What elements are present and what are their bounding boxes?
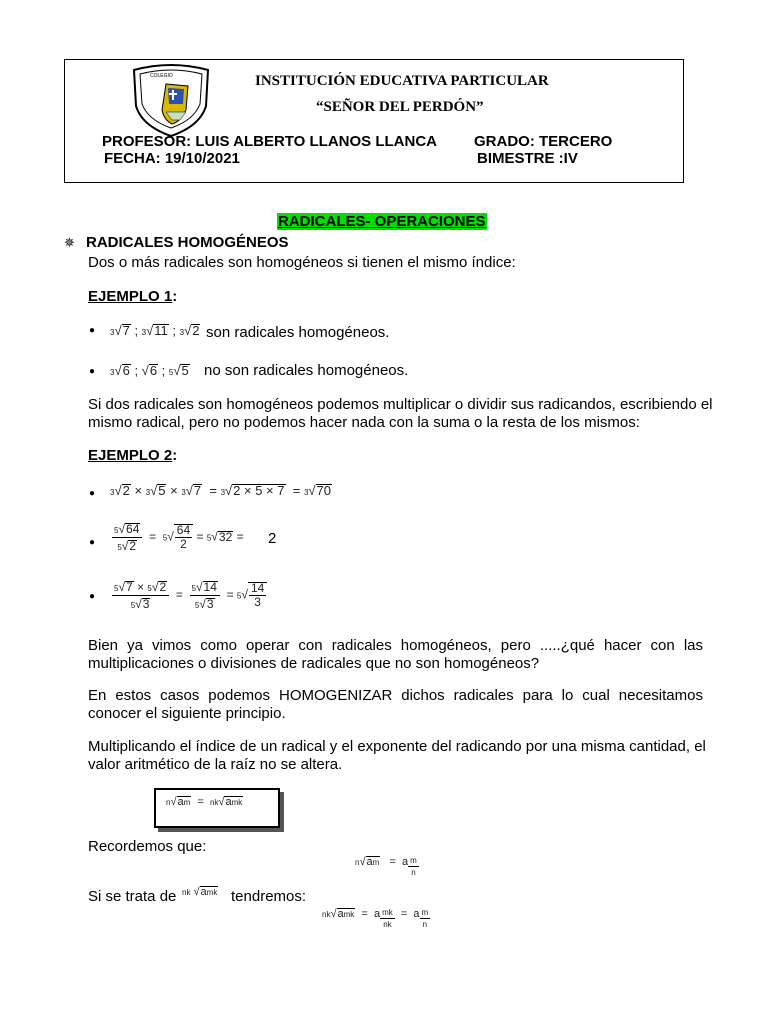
quotient-formula: $\frac{5√64}{5√2}$ = 5√ $\frac{64}{2}$ = 5√32 =: [114, 522, 244, 553]
quotient-result: 2: [268, 530, 277, 547]
date-label: FECHA: 19/10/2021: [104, 150, 240, 167]
example2-heading-text: EJEMPLO 2: [88, 447, 173, 464]
radicals-same-index: 3√7 ; 3√11 ; 3√2: [110, 323, 200, 338]
recall-formula: n√am = a $\frac{m}{n}$: [355, 856, 417, 877]
bullet-icon: ●: [89, 591, 96, 602]
final-formula: nk√amk = a $\frac{mk}{nk}$ = a $\frac{m}{n}$: [322, 908, 429, 929]
radicals-different-index: 3√6 ; √6 ; 5√5: [110, 363, 189, 378]
example2-colon: :: [172, 447, 178, 464]
case-prefix: Si se trata de: [88, 888, 177, 905]
asterisk-icon: ✵: [64, 235, 75, 250]
mixed-formula: $\frac{5√7 \times 5√2}{5√3}$ = $\frac{5√14}{5√3}$ = 5√ $\frac{14}{3}$: [112, 580, 267, 611]
page-title: RADICALES- OPERACIONES: [278, 213, 486, 230]
logo-text: COLEGIO: [150, 73, 173, 79]
school-logo: [128, 62, 214, 138]
teacher-label: PROFESOR: LUIS ALBERTO LLANOS LLANCA: [102, 133, 437, 150]
case-suffix: tendremos:: [231, 888, 307, 905]
institution-name: INSTITUCIÓN EDUCATIVA PARTICULAR: [255, 73, 549, 89]
grade-label: GRADO: TERCERO: [474, 133, 613, 150]
paragraph-3: En estos casos podemos HOMOGENIZAR dichos radicales para lo cual necesitamos conocer el siguiente principio.: [88, 687, 703, 722]
recall-text: Recordemos que:: [88, 838, 207, 855]
product-formula: 3√2 × 3√5 × 3√7 = 3√2 × 5 × 7 = 3√70: [110, 483, 331, 498]
school-name: “SEÑOR DEL PERDÓN”: [316, 99, 484, 115]
bullet-icon: ●: [89, 366, 96, 377]
example1-item1-text: son radicales homogéneos.: [206, 324, 390, 341]
example1-heading-text: EJEMPLO 1: [88, 288, 173, 305]
paragraph-2: Bien ya vimos como operar con radicales homogéneos, pero .....¿qué hacer con las multiplicaciones o divisiones de radicales que no son homogéneos?: [88, 637, 703, 672]
example1-heading: [88, 288, 177, 305]
example1-item2-text: no son radicales homogéneos.: [204, 362, 409, 379]
bullet-icon: ●: [89, 537, 96, 548]
section-heading: RADICALES HOMOGÉNEOS: [86, 234, 289, 251]
principle-box: [154, 788, 280, 828]
example1-colon: :: [172, 288, 178, 305]
bullet-icon: ●: [89, 325, 96, 336]
paragraph-1: Si dos radicales son homogéneos podemos multiplicar o dividir sus radicandos, escribiendo el mismo radical, pero no podemos hacer nada con la suma o la resta de los mismos:: [88, 396, 713, 431]
example2-heading: [88, 447, 177, 464]
case-radical: nk √amk: [182, 886, 218, 898]
principle-formula: n√am = nk√amk: [166, 796, 243, 808]
term-label: BIMESTRE :IV: [477, 150, 578, 167]
bullet-icon: ●: [89, 488, 96, 499]
paragraph-4: Multiplicando el índice de un radical y el exponente del radicando por una misma cantidad, el valor aritmético de la raíz no se altera.: [88, 738, 706, 773]
definition-text: Dos o más radicales son homogéneos si tienen el mismo índice:: [88, 254, 516, 271]
